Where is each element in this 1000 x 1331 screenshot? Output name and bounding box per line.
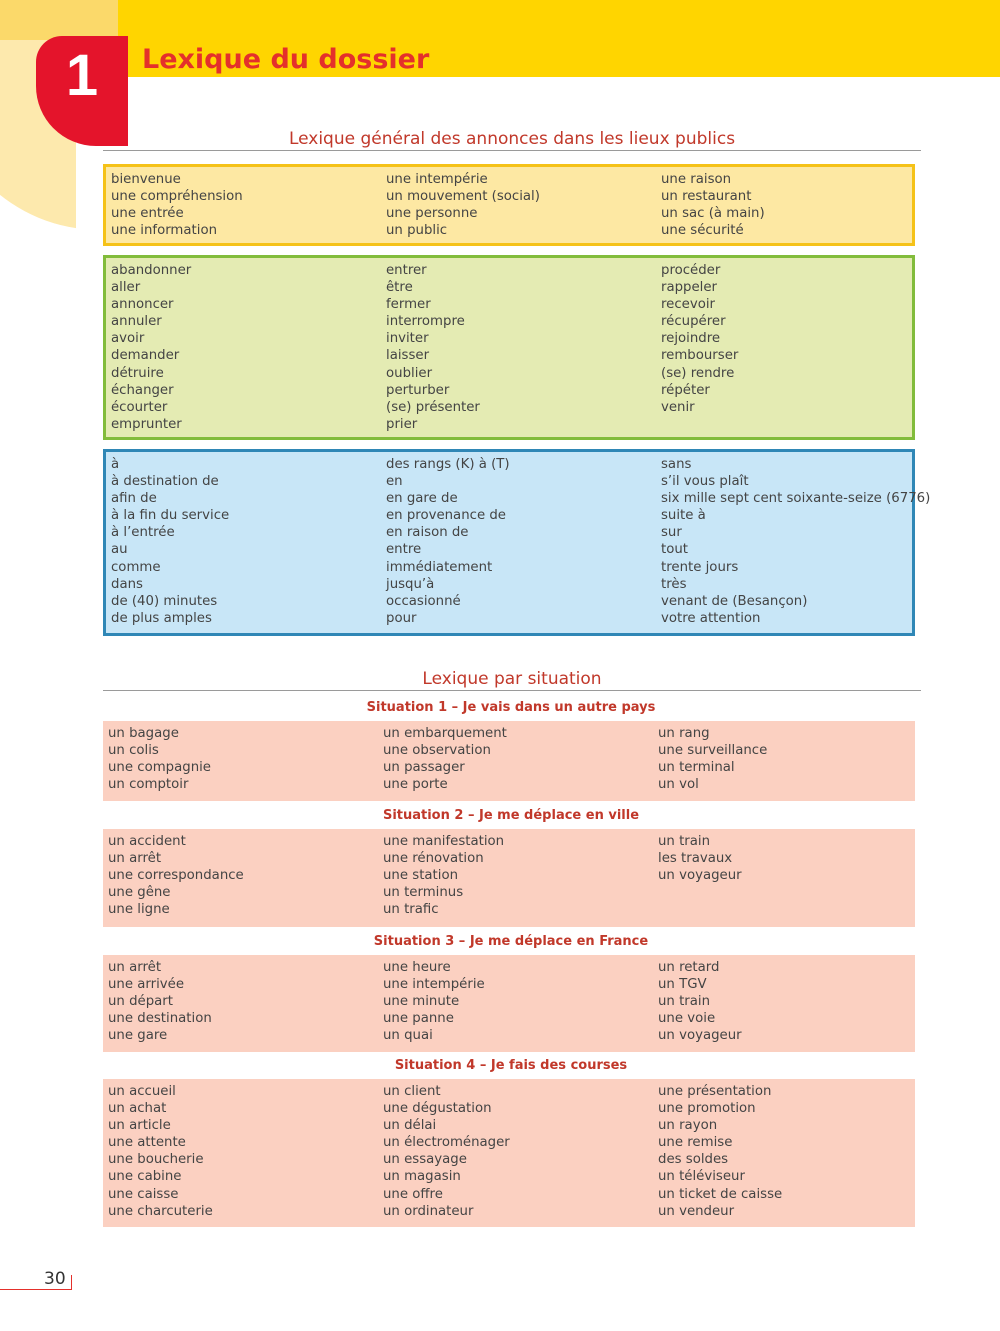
vocab-word: une personne [386,206,478,222]
vocab-word: un quai [383,1028,433,1044]
vocab-word: un accident [108,834,186,849]
vocab-word: un ticket de caisse [658,1186,783,1202]
vocab-word: une compréhension [111,189,243,205]
situation-4-box [103,1079,915,1227]
vocab-word: un client [383,1084,441,1099]
vocab-word: à destination de [111,474,219,490]
vocab-word: une heure [383,960,451,975]
vocab-word: une offre [383,1186,443,1202]
vocab-word: une surveillance [658,743,768,759]
vocab-word: récupérer [661,314,726,330]
vocab-word: interrompre [386,314,465,330]
vocab-word: à l’entrée [111,525,175,541]
nouns-col-1 [111,171,243,239]
vocab-word: un voyageur [658,1028,742,1044]
vocab-word: comme [111,559,161,575]
vocab-word: une intempérie [383,977,485,993]
vocab-word: un embarquement [383,726,507,741]
vocab-word: un vol [658,777,699,793]
vocab-word: une sécurité [661,223,744,239]
vocab-word: rejoindre [661,331,721,347]
vocab-word: perturber [386,382,450,398]
vocab-word: une présentation [658,1084,772,1099]
vocab-word: une dégustation [383,1101,492,1117]
situation-2-col-1 [108,833,244,918]
vocab-word: au [111,542,128,558]
vocab-word: en provenance de [386,508,506,524]
vocab-word: trente jours [661,559,739,575]
situation-1-col-1 [108,725,211,793]
vocab-word: bienvenue [111,172,181,187]
vocab-word: de (40) minutes [111,593,218,609]
vocab-word: être [386,280,413,296]
vocab-word: une observation [383,743,491,759]
vocab-word: répéter [661,382,710,398]
vocab-word: de plus amples [111,610,212,626]
situation-3-title: Situation 3 – Je me déplace en France [373,934,649,949]
vocab-word: annoncer [111,297,174,313]
general-section-title: Lexique général des annonces dans les lieux publics [103,128,921,151]
vocab-word: une information [111,223,218,239]
vocab-word: rappeler [661,280,718,296]
vocab-word: une rénovation [383,851,484,867]
vocab-word: afin de [111,491,157,507]
vocab-word: un article [108,1118,171,1134]
vocab-word: entre [386,542,422,558]
vocab-word: une caisse [108,1186,179,1202]
vocab-word: un arrêt [108,851,162,867]
page-number: 30 [44,1269,66,1289]
vocab-word: un colis [108,743,159,759]
vocab-word: un rayon [658,1118,718,1134]
vocab-word: une entrée [111,206,184,222]
vocab-word: un départ [108,994,173,1010]
vocab-word: aller [111,280,141,296]
vocab-word: un passager [383,760,465,776]
vocab-word: jusqu’à [386,576,435,592]
vocab-word: des rangs (K) à (T) [386,457,510,472]
situation-2-box [103,829,915,927]
vocab-word: votre attention [661,610,761,626]
vocab-word: un arrêt [108,960,162,975]
verbs-col-2 [386,262,480,433]
situation-4-col-3 [658,1083,782,1220]
vocab-word: une panne [383,1011,454,1027]
vocab-word: un TGV [658,977,707,993]
vocab-word: un bagage [108,726,179,741]
verbs-col-1 [111,262,191,433]
nouns-box [103,164,915,246]
vocab-word: occasionné [386,593,461,609]
vocab-word: inviter [386,331,429,347]
vocab-word: prier [386,416,418,432]
vocab-word: un public [386,223,448,239]
vocab-word: un terminal [658,760,735,776]
vocab-word: un ordinateur [383,1203,474,1219]
vocab-word: une correspondance [108,868,244,884]
vocab-word: venant de (Besançon) [661,593,808,609]
vocab-word: pour [386,610,417,626]
situation-3-col-1 [108,959,212,1044]
vocab-word: annuler [111,314,162,330]
vocab-word: demander [111,348,180,364]
vocab-word: un comptoir [108,777,189,793]
vocab-word: une ligne [108,902,170,918]
vocab-word: une gêne [108,885,171,901]
vocab-word: dans [111,576,143,592]
situation-1-box [103,721,915,801]
vocab-word: un sac (à main) [661,206,765,222]
vocab-word: un téléviseur [658,1169,745,1185]
page-number-tick [71,1275,72,1290]
vocab-word: une charcuterie [108,1203,213,1219]
vocab-word: six mille sept cent soixante-seize (6776) [661,491,931,507]
situation-1-col-2 [383,725,507,793]
situation-2-col-3 [658,833,742,884]
vocab-word: un électroménager [383,1135,510,1151]
vocab-word: s’il vous plaît [661,474,749,490]
situation-1-col-3 [658,725,767,793]
vocab-word: tout [661,542,688,558]
chapter-number: 1 [65,43,99,108]
vocab-word: un rang [658,726,710,741]
vocab-word: une arrivée [108,977,185,993]
vocab-word: un voyageur [658,868,742,884]
verbs-box [103,255,915,440]
vocab-word: des soldes [658,1152,729,1168]
vocab-word: détruire [111,365,164,381]
others-box [103,449,931,636]
vocab-word: une voie [658,1011,716,1027]
others-col-1 [111,456,229,627]
vocab-word: une gare [108,1028,168,1044]
vocab-word: une raison [661,172,732,187]
vocab-word: un accueil [108,1084,176,1099]
vocab-word: recevoir [661,297,716,313]
vocab-word: laisser [386,348,430,364]
vocab-word: à la fin du service [111,508,230,524]
vocab-word: une minute [383,994,460,1010]
vocab-word: procéder [661,263,721,278]
vocab-word: un trafic [383,902,439,918]
page-title: Lexique du dossier [142,44,430,75]
situation-4-col-1 [108,1083,213,1220]
vocab-word: une intempérie [386,172,488,187]
vocab-word: un magasin [383,1169,461,1185]
verbs-col-3 [661,262,738,416]
situation-3-col-3 [658,959,742,1044]
vocab-word: une cabine [108,1169,182,1185]
vocab-word: les travaux [658,851,733,867]
page-number-underline [0,1289,72,1290]
vocab-word: un achat [108,1101,167,1117]
vocab-word: très [661,576,687,592]
vocab-word: une promotion [658,1101,756,1117]
situation-1-title: Situation 1 – Je vais dans un autre pays [366,700,656,715]
vocab-word: un train [658,834,711,849]
vocab-word: un essayage [383,1152,467,1168]
vocab-word: immédiatement [386,559,493,575]
nouns-col-3 [661,171,765,239]
vocab-word: une attente [108,1135,186,1151]
situation-3-col-2 [383,959,485,1044]
vocab-word: avoir [111,331,145,347]
vocab-word: rembourser [661,348,739,364]
others-col-2 [386,456,510,627]
vocab-word: un vendeur [658,1203,735,1219]
vocab-word: un retard [658,960,720,975]
situation-4-col-2 [383,1083,510,1220]
vocab-word: fermer [386,297,431,313]
vocab-word: emprunter [111,416,182,432]
vocab-word: sur [661,525,682,541]
others-col-3 [661,456,930,627]
vocab-word: un terminus [383,885,464,901]
vocab-word: à [111,457,120,472]
situation-2-col-2 [383,833,504,918]
vocab-word: en [386,474,403,490]
vocab-word: oublier [386,365,433,381]
vocab-word: sans [661,457,692,472]
nouns-col-2 [386,171,540,239]
vocab-word: un train [658,994,711,1010]
vocab-word: une manifestation [383,834,505,849]
vocab-word: suite à [661,508,706,524]
vocab-word: une station [383,868,459,884]
situations-section-title: Lexique par situation [103,668,921,691]
vocab-word: échanger [111,382,174,398]
vocab-word: une remise [658,1135,733,1151]
vocab-word: une compagnie [108,760,211,776]
vocab-word: une boucherie [108,1152,204,1168]
situation-4-title: Situation 4 – Je fais des courses [394,1058,628,1073]
vocab-word: en gare de [386,491,458,507]
vocab-word: un mouvement (social) [386,189,540,205]
vocab-word: (se) présenter [386,399,480,415]
vocab-word: un délai [383,1118,437,1134]
vocab-word: entrer [386,263,427,278]
vocab-word: venir [661,399,695,415]
vocab-word: une porte [383,777,448,793]
situation-2-title: Situation 2 – Je me déplace en ville [382,808,640,823]
vocab-word: une destination [108,1011,212,1027]
vocab-word: abandonner [111,263,192,278]
vocab-word: en raison de [386,525,469,541]
vocab-word: un restaurant [661,189,752,205]
situation-3-box [103,955,915,1052]
vocab-word: écourter [111,399,168,415]
vocab-word: (se) rendre [661,365,735,381]
